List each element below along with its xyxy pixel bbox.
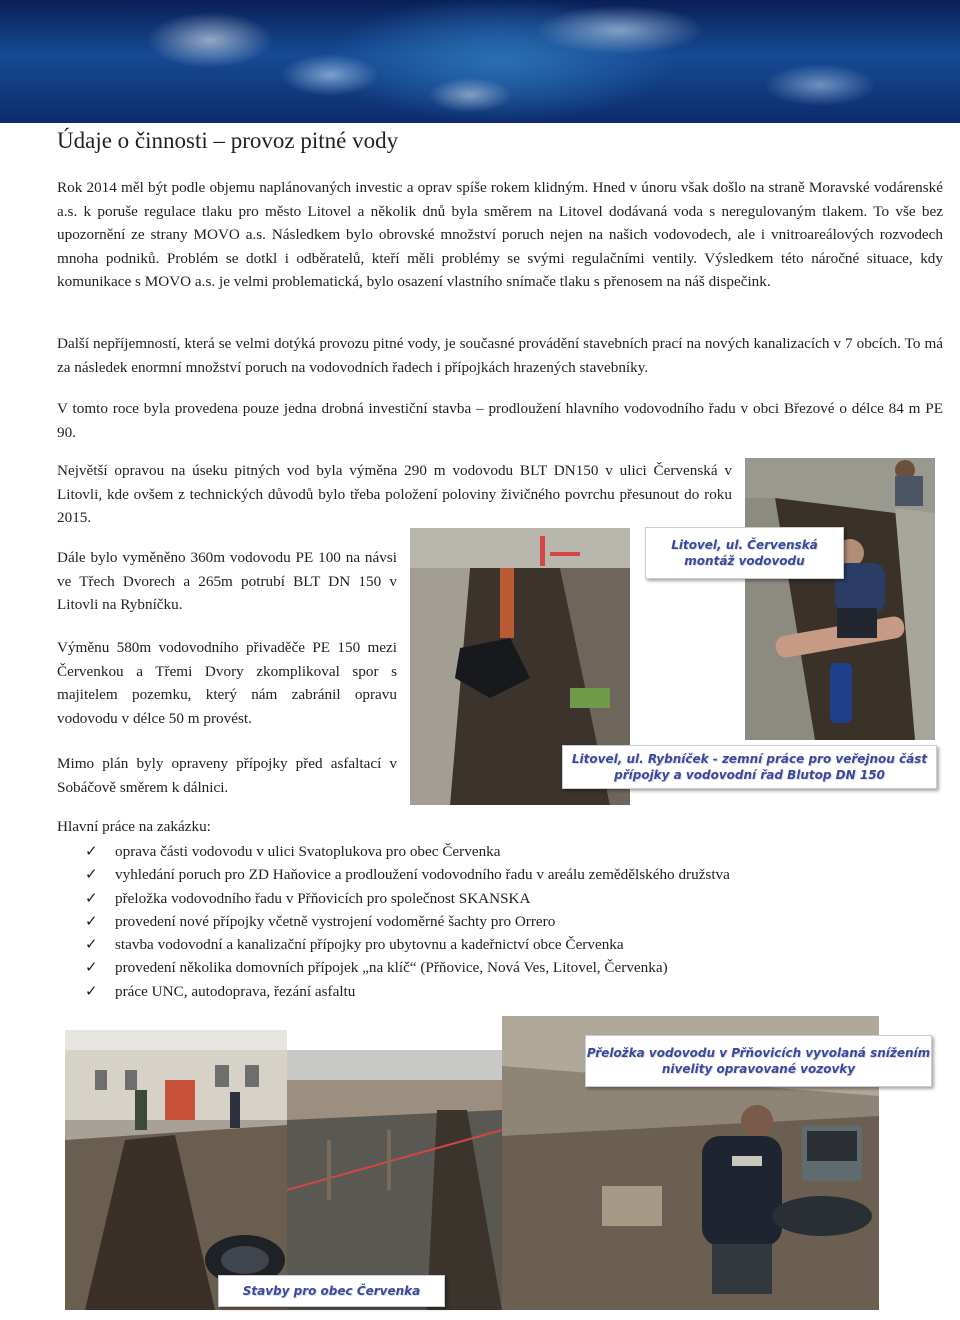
paragraph-sewer-works: Další nepříjemností, která se velmi dotýká provozu pitné vody, je současné provádění stavebních prací na nových kanalizacích v 7 obcích. To má za následek enormní množství poruch na vodovodních řadech i přípojkách hrazených stavebníky.	[57, 335, 943, 376]
list-item: ✓ vyhledání poruch pro ZD Haňovice a prodloužení vodovodního řadu v areálu zemědělského družstva	[85, 863, 730, 886]
paragraph-unplanned-repairs: Mimo plán byly opraveny přípojky před asfaltací v Sobáčově směrem k dálnici.	[57, 755, 397, 796]
list-item: ✓ oprava části vodovodu v ulici Svatoplukova pro obec Červenka	[85, 840, 730, 863]
checkmark-icon: ✓	[85, 981, 98, 1000]
caption-cervenska: Litovel, ul. Červenská montáž vodovodu	[645, 527, 844, 579]
paragraph-pressure-failure: Rok 2014 měl být podle objemu naplánovaných investic a oprav spíše rokem klidným. Hned v únoru však došlo na straně Moravské vodárenské a.s. k poruše regulace tlaku pro město Litovel a několik dnů byla směrem na Litovel dodávaná voda s neregulovaným tlakem. To vše bez upozornění ze strany MOVO a.s. Následkem bylo obrovské množství poruch nejen na našich vodovodech, ale i vnitroareálových rozvodech mnoha podniků. Problém se dotkl i odběratelů, kteří měli problémy se svými regulačními ventily. Výsledkem této náročné situace, kdy komunikace s MOVO a.s. je velmi problematická, bylo osazení vlastního snímače tlaku s přenosem na náš dispečink.	[57, 179, 943, 290]
checkmark-icon: ✓	[85, 865, 98, 884]
photo-cervenska-pipe-installation	[745, 458, 935, 740]
checkmark-icon: ✓	[85, 888, 98, 907]
list-item: ✓ práce UNC, autodoprava, řezání asfaltu	[85, 980, 730, 1003]
caption-rybnicek: Litovel, ul. Rybníček - zemní práce pro veřejnou část přípojky a vodovodní řad Blutop DN 150	[562, 745, 937, 789]
photo-cervenka-trench-works	[65, 1030, 287, 1310]
list-item: ✓ provedení několika domovních přípojek „na klíč“ (Přňovice, Nová Ves, Litovel, Červenka)	[85, 956, 730, 979]
caption-cervenka: Stavby pro obec Červenka	[218, 1275, 445, 1307]
water-header-banner	[0, 0, 960, 123]
list-item: ✓ provedení nové přípojky včetně vystrojení vodoměrné šachty pro Orrero	[85, 910, 730, 933]
checkmark-icon: ✓	[85, 911, 98, 930]
checkmark-icon: ✓	[85, 958, 98, 977]
works-heading: Hlavní práce na zakázku:	[57, 818, 211, 835]
photo-prnovice-road-trench	[287, 1050, 502, 1310]
paragraph-investment: V tomto roce byla provedena pouze jedna drobná investiční stavba – prodloužení hlavního vodovodního řadu v obci Březové o délce 84 m PE 90.	[57, 400, 943, 441]
list-item: ✓ stavba vodovodní a kanalizační přípojky pro ubytovnu a kadeřnictví obce Červenka	[85, 933, 730, 956]
works-list	[85, 840, 730, 1003]
paragraph-largest-repair: Největší opravou na úseku pitných vod byla výměna 290 m vodovodu BLT DN150 v ulici Červenská v Litovli, kde ovšem z technických důvodů bylo třeba položení poloviny živičného povrchu přesunout do roku 2015.	[57, 462, 732, 526]
paragraph-replacements: Dále bylo vyměněno 360m vodovodu PE 100 na návsi ve Třech Dvorech a 265m potrubí BLT DN 150 v Litovli na Rybníčku.	[57, 549, 397, 613]
checkmark-icon: ✓	[85, 842, 98, 860]
checkmark-icon: ✓	[85, 935, 98, 954]
paragraph-feeder-dispute: Výměnu 580m vodovodního přivaděče PE 150 mezi Červenkou a Třemi Dvory zkomplikoval spor s majitelem pozemku, který nám zabránil opravu vodovodu v délce 50 m provést.	[57, 639, 397, 727]
caption-prelozka: Přeložka vodovodu v Přňovicích vyvolaná snížením nivelity opravované vozovky	[585, 1035, 932, 1087]
page-title: Údaje o činnosti – provoz pitné vody	[57, 128, 399, 153]
list-item: ✓ přeložka vodovodního řadu v Přňovicích pro společnost SKANSKA	[85, 887, 730, 910]
